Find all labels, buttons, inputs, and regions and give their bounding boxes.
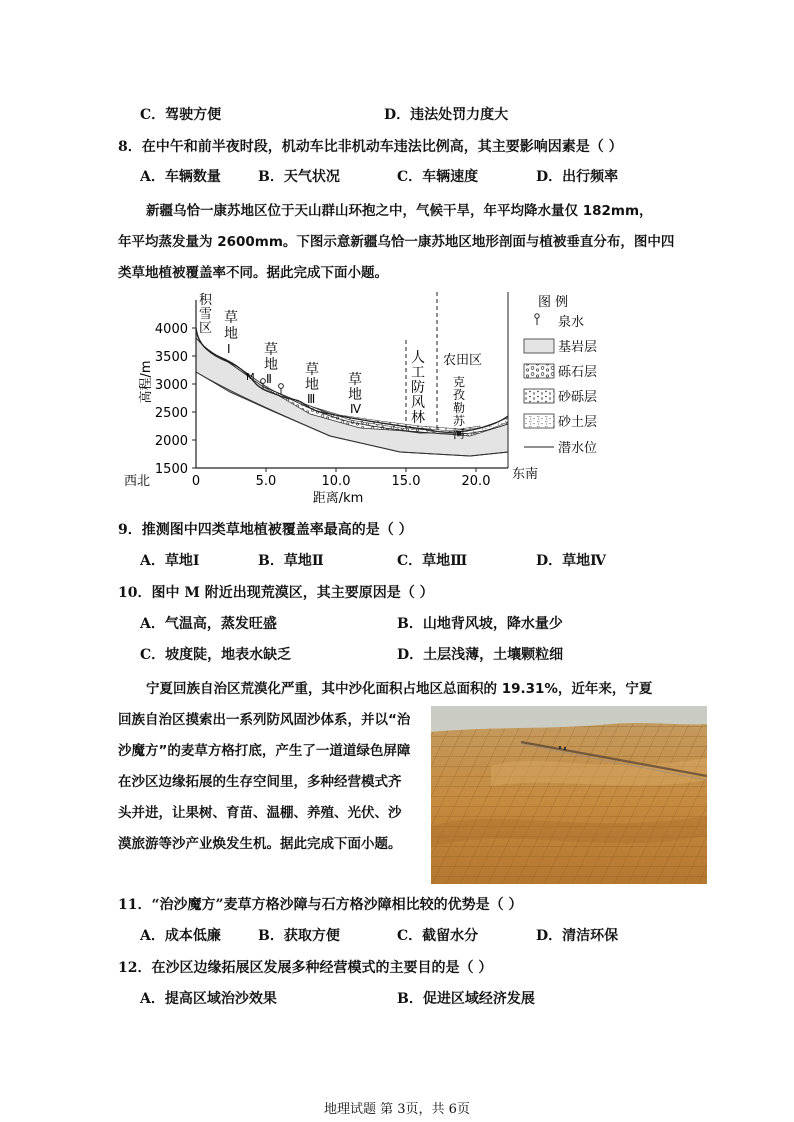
q10-option-b: B．山地背风坡，降水量少 [397, 616, 563, 632]
svg-text:积: 积 [199, 293, 213, 308]
label-farmland: 农田区 [443, 353, 483, 368]
q7-option-d: D．违法处罚力度大 [384, 107, 509, 123]
passage1-line-2: 年平均蒸发量为 2600mm。下图示意新疆乌恰一康苏地区地形剖面与植被垂直分布，图中四 [118, 234, 675, 250]
passage2-line-6: 漠旅游等沙产业焕发生机。据此完成下面小题。 [118, 836, 402, 852]
q11-stem: 11．“治沙魔方”麦草方格沙障与石方格沙障相比较的优势是（ ） [118, 897, 523, 913]
q9-option-b: B．草地Ⅱ [258, 553, 324, 569]
passage2-line-4: 在沙区边缘拓展的生存空间里，多种经营模式齐 [118, 774, 402, 790]
svg-text:林: 林 [411, 410, 425, 426]
q10-option-c: C．坡度陡，地表水缺乏 [140, 647, 292, 663]
svg-text:人: 人 [411, 350, 425, 366]
q10-stem: 10．图中 M 附近出现荒漠区，其主要原因是（ ） [118, 585, 434, 601]
legend-item: 潜水位 [558, 441, 598, 456]
y-axis-title: 高程/m [139, 360, 154, 404]
label-river [453, 375, 466, 441]
legend-item: 砂土层 [558, 415, 598, 430]
svg-text:Ⅲ: Ⅲ [307, 392, 316, 406]
legend-title: 图 例 [538, 295, 569, 310]
page-footer: 地理试题 第 3页，共 6页 [324, 1102, 470, 1117]
legend-item: 砾石层 [558, 365, 598, 380]
label-grassland-1 [224, 310, 238, 356]
label-grassland-4 [348, 372, 362, 416]
passage1-line-3: 类草地植被覆盖率不同。据此完成下面小题。 [118, 265, 388, 281]
svg-text:孜: 孜 [453, 388, 466, 402]
svg-text:Ⅳ: Ⅳ [350, 402, 362, 416]
svg-text:河: 河 [453, 427, 466, 441]
q8-option-b: B．天气状况 [258, 169, 340, 185]
svg-text:工: 工 [411, 365, 425, 381]
straw-checkerboard-photo [431, 706, 707, 884]
q8-stem: 8．在中午和前半夜时段，机动车比非机动车违法比例高，其主要影响因素是（ ） [118, 139, 623, 155]
legend-item: 砂砾层 [558, 390, 598, 405]
y-tick-label: 1500 [154, 462, 188, 477]
passage2-line-1: 宁夏回族自治区荒漠化严重，其中沙化面积占地区总面积的 19.31%，近年来，宁夏 [146, 681, 653, 697]
svg-text:雪: 雪 [199, 307, 213, 322]
svg-text:地: 地 [224, 326, 238, 342]
label-m: M [246, 372, 255, 383]
q12-stem: 12．在沙区边缘拓展区发展多种经营模式的主要目的是（ ） [118, 960, 493, 976]
svg-text:地: 地 [264, 357, 278, 373]
q7-option-c: C．驾驶方便 [140, 107, 222, 123]
q9-stem: 9．推测图中四类草地植被覆盖率最高的是（ ） [118, 522, 413, 538]
y-tick-label: 4000 [154, 322, 188, 337]
svg-text:地: 地 [305, 377, 319, 393]
label-grassland-3 [305, 362, 319, 406]
x-axis-title: 距离/km [312, 491, 364, 506]
q9-option-c: C．草地Ⅲ [397, 553, 468, 569]
q12-option-a: A．提高区域治沙效果 [140, 991, 277, 1007]
svg-text:区: 区 [199, 321, 213, 336]
passage1-line-1: 新疆乌恰一康苏地区位于天山群山环抱之中，气候干旱，年平均降水量仅 182mm， [146, 203, 653, 219]
q11-option-b: B．获取方便 [258, 928, 340, 944]
svg-text:草: 草 [224, 310, 238, 326]
q9-option-a: A．草地Ⅰ [140, 553, 200, 569]
q11-option-c: C．截留水分 [397, 928, 479, 944]
x-tick-label: 10.0 [321, 474, 351, 489]
label-shelter-forest [411, 350, 425, 426]
q11-option-d: D．清洁环保 [536, 928, 619, 944]
svg-text:草: 草 [305, 362, 319, 378]
legend-item: 泉水 [558, 315, 585, 330]
label-grassland-2 [264, 342, 278, 386]
q8-option-d: D．出行频率 [536, 169, 619, 185]
q12-option-b: B．促进区域经济发展 [397, 991, 535, 1007]
passage2-line-3: 沙魔方”的麦草方格打底，产生了一道道绿色屏障 [118, 743, 411, 759]
legend-item: 基岩层 [558, 340, 598, 355]
x-tick-label: 15.0 [391, 474, 421, 489]
svg-text:勒: 勒 [453, 401, 466, 415]
legend [524, 295, 597, 456]
svg-text:Ⅰ: Ⅰ [227, 342, 231, 356]
svg-text:风: 风 [411, 395, 425, 411]
q10-option-d: D．土层浅薄，土壤颗粒细 [397, 647, 564, 663]
svg-text:草: 草 [348, 372, 362, 388]
passage2-line-5: 头并进，让果树、育苗、温棚、养殖、光伏、沙 [118, 805, 402, 821]
passage2-line-2: 回族自治区摸索出一系列防风固沙体系，并以“治 [118, 712, 411, 728]
q8-option-c: C．车辆速度 [397, 169, 479, 185]
svg-text:防: 防 [411, 380, 425, 396]
y-tick-label: 3500 [154, 350, 188, 365]
y-tick-label: 2000 [154, 434, 188, 449]
svg-text:克: 克 [453, 375, 466, 389]
svg-text:Ⅱ: Ⅱ [266, 372, 272, 386]
terrain-profile-figure [118, 288, 618, 510]
spring-icon [535, 314, 539, 325]
label-snow-zone [199, 293, 213, 336]
q10-option-a: A．气温高，蒸发旺盛 [140, 616, 277, 632]
q9-option-d: D．草地Ⅳ [536, 553, 607, 569]
y-tick-label: 2500 [154, 406, 188, 421]
x-tick-label: 0 [191, 474, 201, 489]
direction-northwest: 西北 [124, 474, 151, 489]
x-tick-label: 5.0 [255, 474, 277, 489]
svg-text:地: 地 [348, 387, 362, 403]
svg-text:草: 草 [264, 342, 278, 358]
y-tick-label: 3000 [154, 378, 188, 393]
x-tick-label: 20.0 [461, 474, 491, 489]
q8-option-a: A．车辆数量 [140, 169, 221, 185]
direction-southeast: 东南 [512, 467, 539, 482]
svg-text:苏: 苏 [453, 414, 466, 428]
q11-option-a: A．成本低廉 [140, 928, 221, 944]
